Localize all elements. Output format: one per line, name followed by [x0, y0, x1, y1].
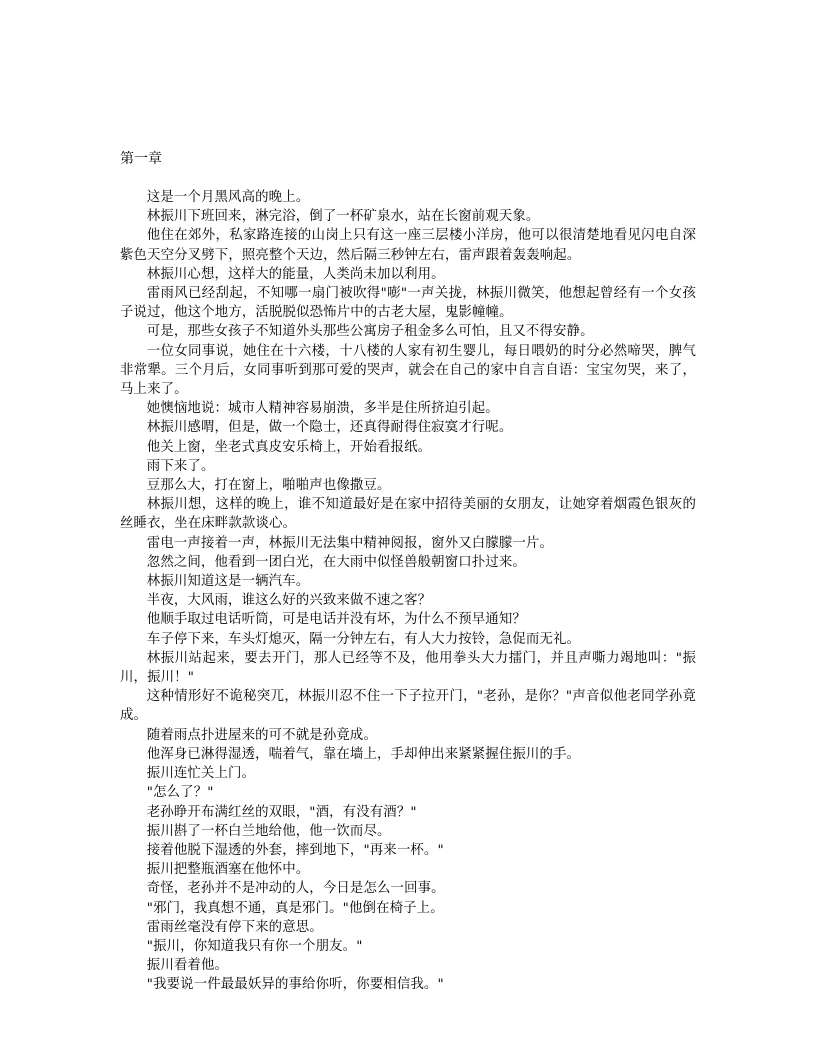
paragraph: 林振川站起来，要去开门，那人已经等不及，他用拳头大力擂门，并且声嘶力竭地叫："振川，振川！" — [120, 650, 696, 686]
paragraph: 一位女同事说，她住在十六楼，十八楼的人家有初生婴儿，每日喂奶的时分必然啼哭，脾气非常犟。三个月后，女同事听到那可爱的哭声，就会在自己的家中自言自语：宝宝勿哭，来了，马上来了。 — [120, 343, 696, 398]
paragraph: 振川看着他。 — [146, 958, 229, 974]
paragraph: 这是一个月黑风高的晚上。 — [146, 190, 310, 205]
paragraph: 这种情形好不诡秘突兀，林振川忍不住一下子拉开门，"老孙，是你？"声音似他老同学孙竟成。 — [120, 689, 696, 724]
paragraph: 雷雨丝毫没有停下来的意思。 — [146, 919, 323, 935]
paragraph: 振川斟了一杯白兰地给他，他一饮而尽。 — [146, 823, 391, 839]
paragraph: "邪门，我真想不通，真是邪门。"他倒在椅子上。 — [146, 900, 444, 916]
paragraph: 奇怪，老孙并不是冲动的人，今日是怎么一回事。 — [146, 881, 445, 897]
paragraph: 林振川心想，这样大的能量，人类尚未加以利用。 — [146, 266, 445, 282]
paragraph: 他浑身已淋得湿透，喘着气，靠在墙上，手却伸出来紧紧握住振川的手。 — [146, 746, 581, 762]
chapter-body — [120, 188, 696, 995]
paragraph: 接着他脱下湿透的外套，摔到地下，"再来一杯。" — [146, 842, 444, 858]
paragraph: 忽然之间，他看到一团白光，在大雨中似怪兽般朝窗口扑过来。 — [146, 554, 526, 570]
chapter-title: 第一章 — [120, 151, 162, 167]
paragraph: 他住在郊外，私家路连接的山岗上只有这一座三层楼小洋房，他可以很清楚地看见闪电自深紫色天空分叉劈下，照亮整个天边，然后隔三秒钟左右，雷声跟着轰轰响起。 — [120, 228, 696, 263]
paragraph: 雷雨风已经刮起，不知哪一扇门被吹得"嘭"一声关拢，林振川微笑，他想起曾经有一个女孩子说过，他这个地方，活脱脱似恐怖片中的古老大屋，鬼影幢幢。 — [120, 286, 696, 321]
paragraph: 林振川知道这是一辆汽车。 — [146, 574, 310, 590]
paragraph: 雷电一声接着一声，林振川无法集中精神阅报，窗外又白朦朦一片。 — [146, 535, 554, 551]
paragraph: 林振川下班回来，淋完浴，倒了一杯矿泉水，站在长窗前观天象。 — [146, 209, 540, 225]
paragraph: 林振川想，这样的晚上，谁不知道最好是在家中招待美丽的女朋友，让她穿着烟霞色银灰的丝睡衣，坐在床畔款款谈心。 — [120, 497, 696, 532]
paragraph: 她懊恼地说：城市人精神容易崩溃，多半是住所挤迫引起。 — [146, 401, 499, 417]
paragraph: 林振川感喟，但是，做一个隐士，还真得耐得住寂寞才行呢。 — [146, 420, 513, 436]
paragraph: 豆那么大，打在窗上，啪啪声也像撒豆。 — [146, 478, 391, 494]
paragraph: "我要说一件最最妖异的事给你听，你要相信我。" — [146, 977, 444, 993]
paragraph: 车子停下来，车头灯熄灭，隔一分钟左右，有人大力按铃，急促而无礼。 — [146, 631, 581, 647]
paragraph: 振川连忙关上门。 — [146, 766, 256, 782]
paragraph: "振川，你知道我只有你一个朋友。" — [146, 938, 363, 954]
paragraph: 可是，那些女孩子不知道外头那些公寓房子租金多么可怕，且又不得安静。 — [146, 324, 594, 340]
paragraph: 半夜，大风雨，谁这么好的兴致来做不速之客？ — [146, 593, 432, 609]
paragraph: "怎么了？" — [146, 785, 214, 801]
paragraph: 随着雨点扑进屋来的可不就是孙竟成。 — [146, 727, 377, 743]
paragraph: 振川把整瓶酒塞在他怀中。 — [146, 862, 310, 878]
paragraph: 他关上窗，坐老式真皮安乐椅上，开始看报纸。 — [146, 439, 432, 455]
paragraph: 老孙睁开布满红丝的双眼，"酒，有没有酒？" — [146, 804, 417, 820]
paragraph: 雨下来了。 — [146, 458, 215, 474]
paragraph: 他顺手取过电话听筒，可是电话并没有坏，为什么不预早通知？ — [146, 612, 526, 628]
